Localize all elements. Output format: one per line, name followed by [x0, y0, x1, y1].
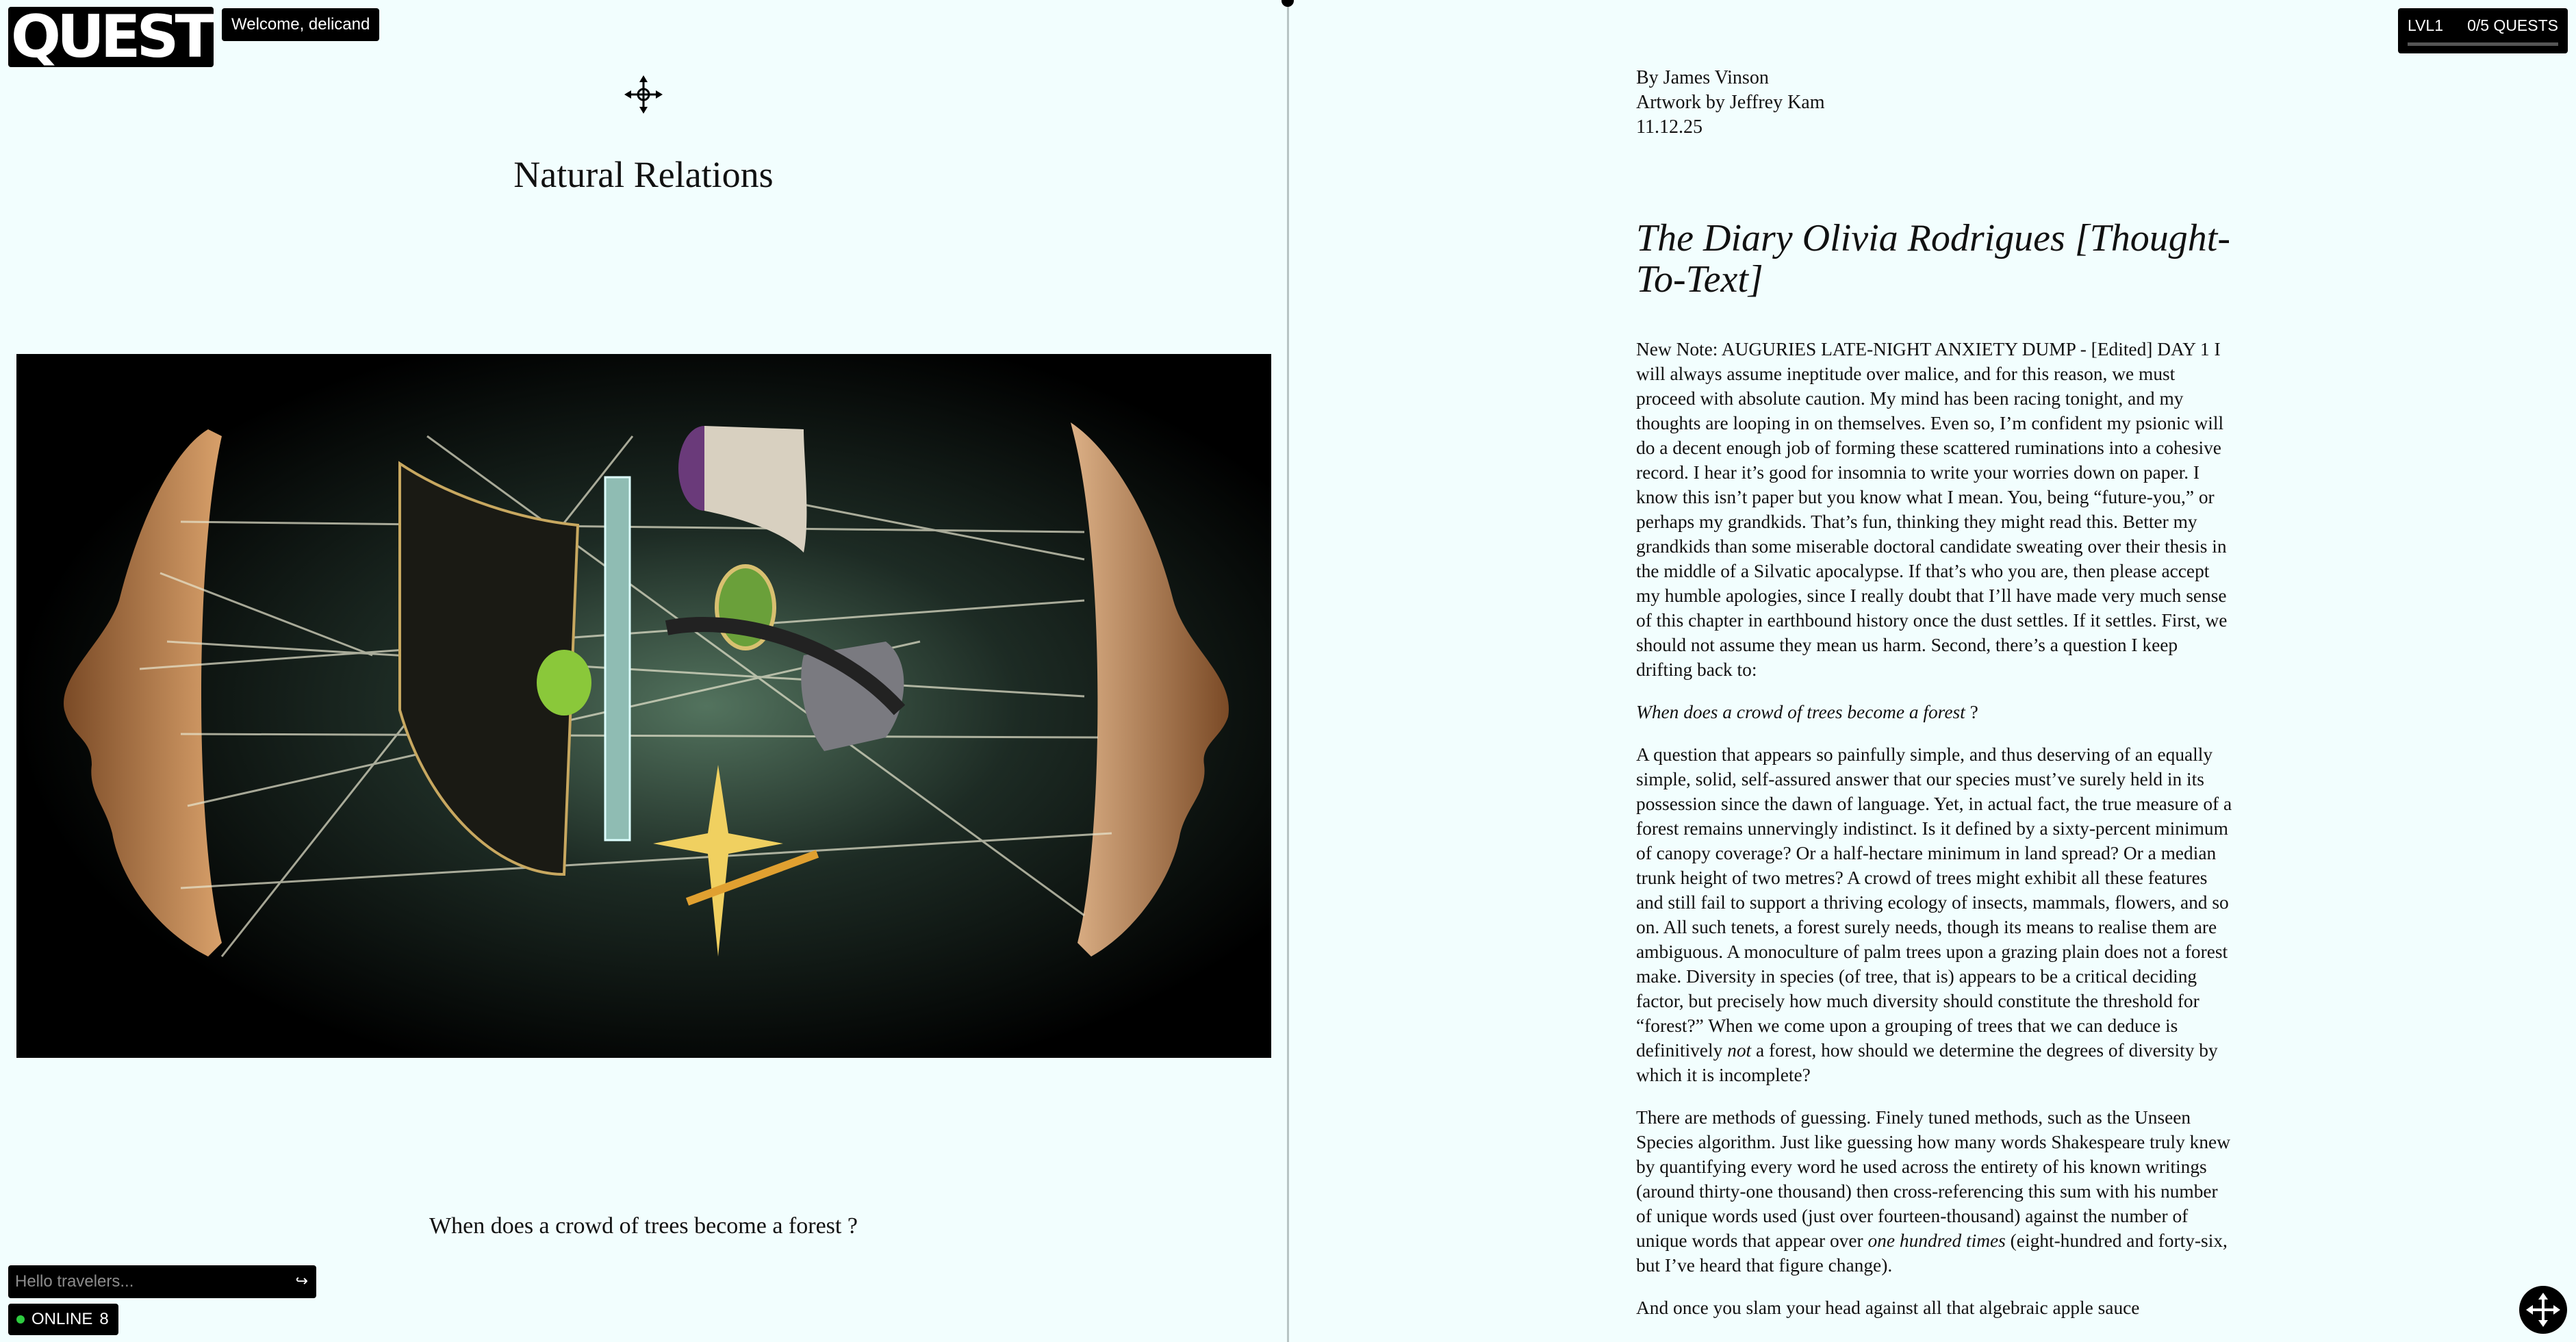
article-meta [1636, 66, 1825, 140]
left-article-title: Natural Relations [513, 154, 774, 195]
divider-handle[interactable] [1281, 0, 1294, 7]
hero-artwork [16, 354, 1271, 1058]
online-status-icon [16, 1315, 25, 1324]
online-indicator [8, 1304, 118, 1335]
move-icon [2519, 1286, 2567, 1334]
quest-progress-bar [2408, 42, 2558, 46]
pull-question-mark: ? [1965, 702, 1978, 722]
emphasis: one hundred times [1867, 1230, 2006, 1251]
article-heading: The Diary Olivia Rodrigues [Thought-To-Text] [1636, 217, 2230, 301]
pane-divider[interactable] [1287, 0, 1289, 1342]
paragraph [1636, 1105, 2234, 1278]
left-caption: When does a crowd of trees become a forest ? [429, 1213, 858, 1239]
paragraph-text: There are methods of guessing. Finely tuned methods, such as the Unseen Species algorithm. Just like guessing how many words Shakespeare truly knew by quantifying every word he used across the entirety of his known writings (around thirty-one thousand) then cross-referencing this sum with his number of unique words used (just over fourteen-thousand) against the number of unique words that appear over [1636, 1107, 2230, 1251]
artwork-credit: Artwork by Jeffrey Kam [1636, 92, 1825, 113]
send-icon[interactable]: ↪ [295, 1273, 308, 1290]
paragraph-text: (eight-hundred and forty-six, but I’ve heard that figure change). [1636, 1230, 2228, 1276]
byline: By James Vinson [1636, 67, 1769, 88]
level-label: LVL1 [2408, 16, 2444, 34]
paragraph-text: A question that appears so painfully simple, and thus deserving of an equally simple, solid, self-assured answer that our species must’ve surely held in its possession since the dawn of language. Yet, in actual fact, the true measure of a forest remains unnervingly indistinct. Is it defined by a sixty-percent minimum of canopy coverage? Or a half-hectare minimum in land spread? Or a median trunk height of two metres? A crowd of trees might exhibit all these features and still fail to support a thriving ecology of insects, mammals, flowers, and so on. All such tenets, a forest surely needs, though its means to realise them are ambiguous. A monoculture of palm trees upon a grazing plain does not a forest make. Diversity in species (of tree, that is) appears to be a critical deciding factor, but precisely how much diversity should constitute the threshold for “forest?” When we come upon a grouping of trees that we can deduce is definitively [1636, 744, 2232, 1061]
paragraph [1636, 742, 2234, 1087]
pull-question-text: When does a crowd of trees become a forest [1636, 702, 1965, 722]
article-body [1636, 337, 2234, 1338]
paragraph: New Note: AUGURIES LATE-NIGHT ANXIETY DUMP - [Edited] DAY 1 I will always assume ineptitude over malice, and for this reason, we must proceed with absolute caution. My mind has been racing tonight, and my thoughts are looping in on themselves. Even so, I’m confident my psionic will do a decent enough job of forming these scattered ruminations into a cohesive record. I hear it’s good for insomnia to write your worries down on paper. I know this isn’t paper but you know what I mean. You, being “future-you,” or perhaps my grandkids. That’s fun, thinking they might read this. Better my grandkids than some miserable doctoral candidate sweating over their thesis in the middle of a Silvatic apocalypse. If that’s who you are, then please accept my humble apologies, since I really doubt that I’ll have made very much sense of this chapter in earthbound history once the dust settles. If it settles. First, we should not assume they mean us harm. Second, there’s a question I keep drifting back to: [1636, 339, 2228, 680]
paragraph-text: a forest, how should we determine the degrees of diversity by which it is incomplete? [1636, 1040, 2218, 1085]
chat-box [8, 1265, 316, 1298]
publish-date: 11.12.25 [1636, 116, 1703, 138]
online-count: 8 [99, 1310, 109, 1328]
welcome-badge: Welcome, delicand [222, 8, 379, 41]
quest-logo[interactable]: QUEST [8, 7, 214, 67]
paragraph: And once you slam your head against all that algebraic apple sauce [1636, 1297, 2140, 1318]
emphasis: not [1727, 1040, 1752, 1061]
chat-input[interactable] [15, 1265, 275, 1298]
move-fab-button[interactable] [2519, 1286, 2567, 1334]
quests-count: 0/5 QUESTS [2467, 16, 2558, 34]
level-badge[interactable] [2398, 8, 2568, 53]
move-icon[interactable] [623, 74, 664, 115]
online-label: ONLINE [31, 1310, 93, 1328]
pull-question [1636, 700, 2234, 724]
